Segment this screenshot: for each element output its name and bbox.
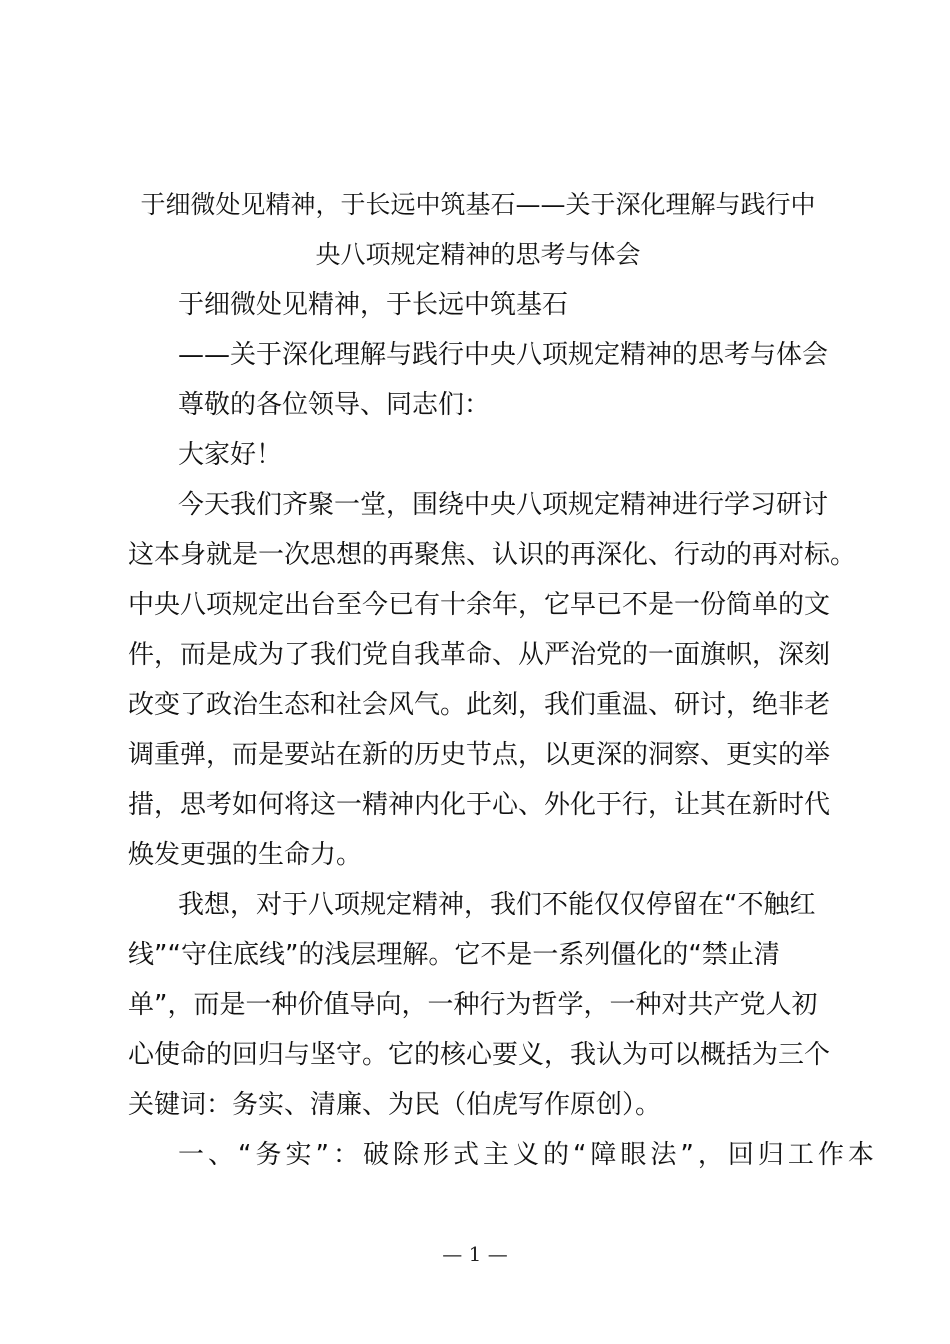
page-number: — 1 — <box>442 1242 508 1266</box>
paragraph-1-line: 焕发更强的生命力。 <box>128 840 363 870</box>
paragraph-2-line: 心使命的回归与坚守。它的核心要义，我认为可以概括为三个 <box>128 1040 831 1070</box>
greeting: 大家好！ <box>178 440 283 470</box>
paragraph-1-line: 中央八项规定出台至今已有十余年，它早已不是一份简单的文 <box>128 590 831 620</box>
paragraph-1-line: 这本身就是一次思想的再聚焦、认识的再深化、行动的再对标。 <box>128 540 857 570</box>
paragraph-1-line: 改变了政治生态和社会风气。此刻，我们重温、研讨，绝非老 <box>128 690 831 720</box>
paragraph-2-line: 线”“守住底线”的浅层理解。它不是一系列僵化的“禁止清 <box>128 940 780 970</box>
paragraph-1-line: 今天我们齐聚一堂，围绕中央八项规定精神进行学习研讨 <box>178 490 829 520</box>
paragraph-2-line: 单”，而是一种价值导向，一种行为哲学，一种对共产党人初 <box>128 990 818 1020</box>
paragraph-1-line: 措，思考如何将这一精神内化于心、外化于行，让其在新时代 <box>128 790 831 820</box>
paragraph-2-line: 我想，对于八项规定精神，我们不能仅仅停留在“不触红 <box>178 890 816 920</box>
subtitle-line-2: ——关于深化理解与践行中央八项规定精神的思考与体会 <box>178 340 829 370</box>
salutation: 尊敬的各位领导、同志们： <box>178 390 491 420</box>
document-title-line-2: 央八项规定精神的思考与体会 <box>315 240 641 269</box>
paragraph-1-line: 调重弹，而是要站在新的历史节点，以更深的洞察、更实的举 <box>128 740 831 770</box>
document-title-line-1: 于细微处见精神，于长远中筑基石——关于深化理解与践行中 <box>140 190 816 219</box>
paragraph-1-line: 件，而是成为了我们党自我革命、从严治党的一面旗帜，深刻 <box>128 640 831 670</box>
paragraph-2-line: 关键词：务实、清廉、为民（伯虎写作原创）。 <box>128 1090 662 1120</box>
subtitle-line-1: 于细微处见精神，于长远中筑基石 <box>178 290 569 320</box>
section-1-heading: 一、“务实”：破除形式主义的“障眼法”，回归工作本 <box>178 1140 878 1170</box>
